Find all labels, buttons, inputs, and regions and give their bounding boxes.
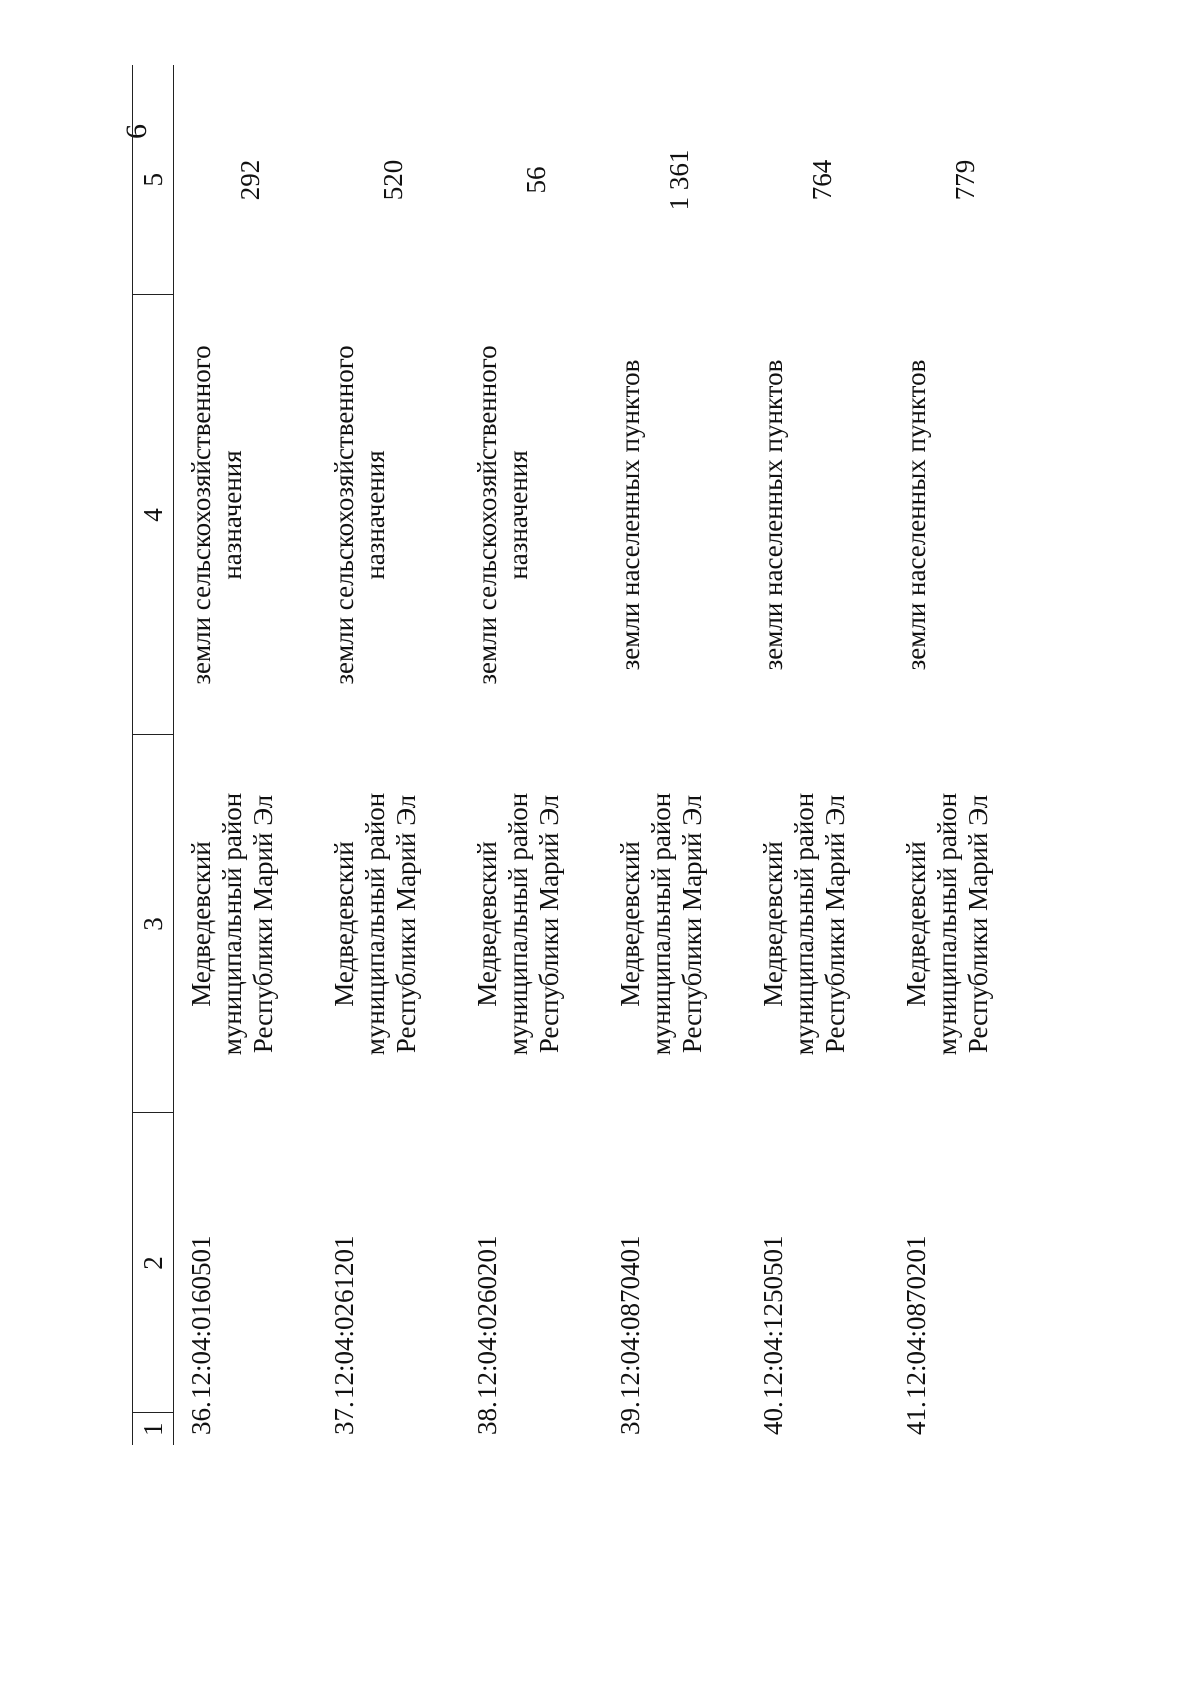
area-value: 779 [950,159,980,201]
row-number: 37. [329,1401,359,1435]
row-number: 39. [615,1401,645,1435]
cadastral-number: 12:04:0160501 [186,1235,216,1399]
location-line: Республики Марий Эл [677,794,707,1054]
cadastral-number: 12:04:0870401 [615,1235,645,1399]
table-row [460,65,603,1445]
location-line: муниципальный район [217,792,247,1056]
location [174,735,318,1113]
column-numbers-row [133,65,174,1445]
column-header-2: 2 [133,1113,174,1413]
location-line: Медведевский [758,841,788,1007]
location-line: муниципальный район [789,792,819,1056]
location-line: Медведевский [901,841,931,1007]
cadastral-number: 12:04:0870201 [901,1235,931,1399]
land-category: земли сельскохозяйственного назначения [186,345,247,685]
column-header-4: 4 [133,295,174,735]
area-value: 520 [378,159,408,201]
location-line: Республики Марий Эл [820,794,850,1054]
location-line: Республики Марий Эл [534,794,564,1054]
column-header-1: 1 [137,1422,168,1436]
land-category: земли сельскохозяйственного назначения [329,345,390,685]
area-value: 1 361 [664,149,694,211]
land-plots-table [132,65,1032,1445]
location-line: Республики Марий Эл [248,794,278,1054]
location-line: Медведевский [472,841,502,1007]
cadastral-number: 12:04:0261201 [329,1235,359,1399]
location-line: Медведевский [329,841,359,1007]
table-row [317,65,460,1445]
cadastral-number: 12:04:1250501 [758,1235,788,1399]
land-category: земли населенных пунктов [758,359,788,671]
cadastral-number: 12:04:0260201 [472,1235,502,1399]
column-header-5: 5 [133,65,174,295]
location [460,735,603,1113]
location [889,735,1032,1113]
page-number: 6 [120,124,153,139]
location-line: муниципальный район [360,792,390,1056]
location-line: муниципальный район [646,792,676,1056]
column-header-3: 3 [133,735,174,1113]
location-line: муниципальный район [503,792,533,1056]
land-category: земли населенных пунктов [901,359,931,671]
area-value: 56 [521,166,551,194]
row-number: 36. [186,1401,216,1435]
location [317,735,460,1113]
location-line: Республики Марий Эл [391,794,421,1054]
row-number: 38. [472,1401,502,1435]
location-line: Медведевский [615,841,645,1007]
table-row [889,65,1032,1445]
row-number: 40. [758,1401,788,1435]
location-line: Медведевский [186,841,216,1007]
location [603,735,746,1113]
location [746,735,889,1113]
area-value: 292 [235,159,265,201]
location-line: муниципальный район [932,792,962,1056]
row-number: 41. [901,1401,931,1435]
table-row [603,65,746,1445]
table-row [174,65,318,1445]
land-category: земли сельскохозяйственного назначения [472,345,533,685]
land-category: земли населенных пунктов [615,359,645,671]
table-row [746,65,889,1445]
area-value: 764 [807,159,837,201]
location-line: Республики Марий Эл [963,794,993,1054]
